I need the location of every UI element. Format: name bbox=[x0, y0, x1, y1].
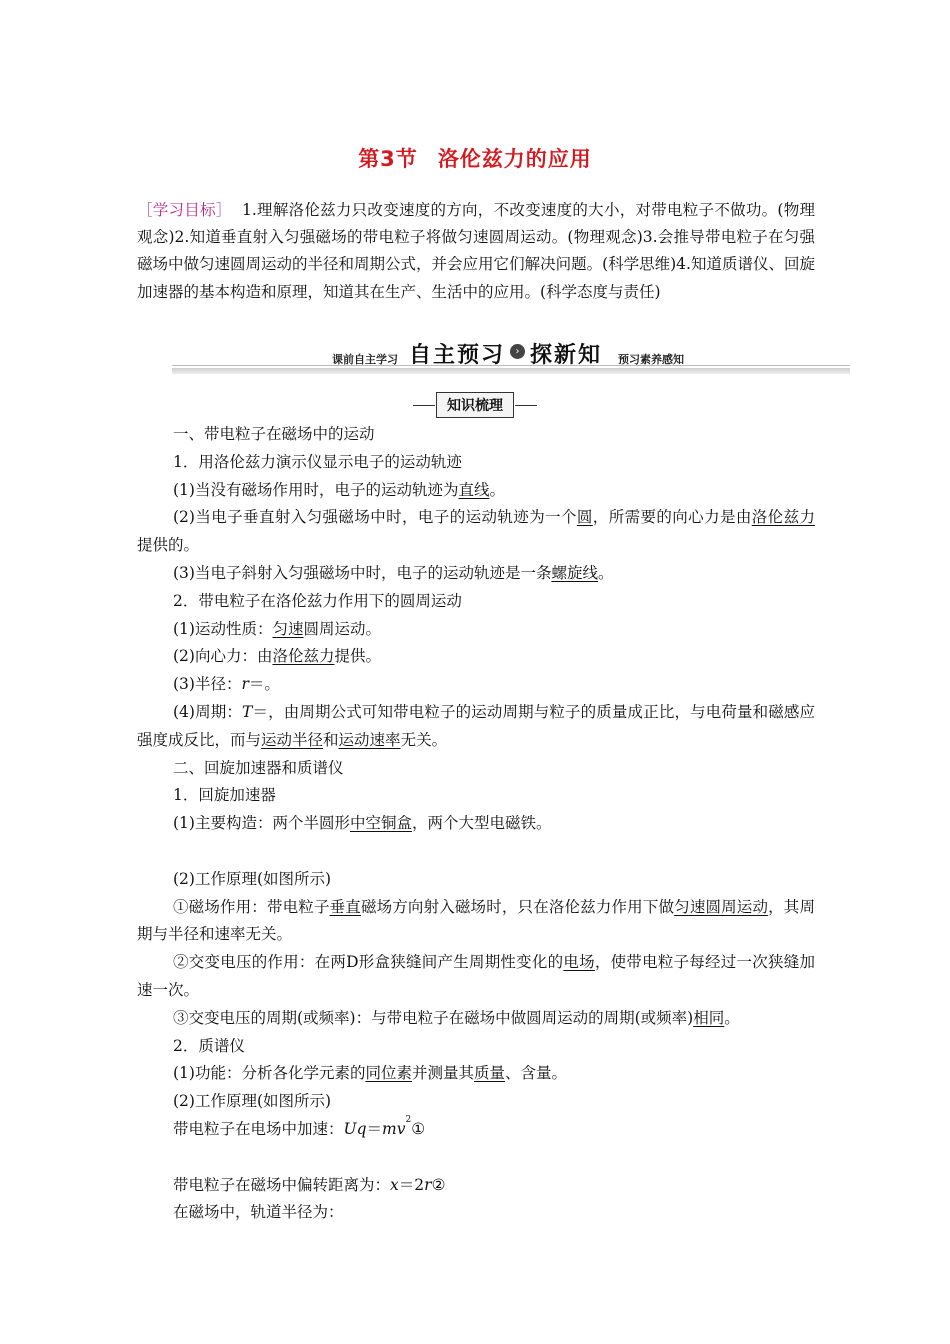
banner-left-label: 课前自主学习 bbox=[332, 353, 398, 366]
paragraph: (3)当电子斜射入匀强磁场中时，电子的运动轨迹是一条螺旋线。 bbox=[173, 563, 614, 582]
learning-objectives bbox=[137, 197, 815, 306]
paragraph: 一、带电粒子在磁场中的运动 bbox=[173, 425, 375, 443]
paragraph: 1．用洛伦兹力演示仪显示电子的运动轨迹 bbox=[173, 452, 462, 471]
answer-blank: 相同 bbox=[693, 1008, 725, 1027]
paragraph: 带电粒子在电场中加速：$Uq=mv^2①$ bbox=[173, 1114, 426, 1138]
paragraph: ②交变电压的作用：在两D形盒狭缝间产生周期性变化的电场，使带电粒子每经过一次狭缝加速一次。 bbox=[137, 953, 815, 999]
banner-title-2: 探新知 bbox=[530, 343, 603, 368]
answer-blank: 同位素 bbox=[365, 1064, 412, 1083]
paragraph: 2．质谱仪 bbox=[173, 1036, 245, 1055]
paragraph: ③交变电压的周期(或频率)：与带电粒子在磁场中做圆周运动的周期(或频率)相同。 bbox=[173, 1008, 740, 1027]
answer-blank: 质量 bbox=[474, 1064, 506, 1083]
section-number: 第3节 bbox=[358, 147, 418, 171]
paragraph: (1)当没有磁场作用时，电子的运动轨迹为直线。 bbox=[173, 480, 505, 499]
paragraph: 2．带电粒子在洛伦兹力作用下的圆周运动 bbox=[173, 591, 462, 610]
paragraph: (2)工作原理(如图所示) bbox=[173, 869, 332, 888]
paragraph: (1)运动性质：匀速圆周运动。 bbox=[173, 619, 381, 638]
knowledge-content bbox=[137, 421, 815, 1227]
divider-right bbox=[515, 405, 537, 406]
answer-blank: 洛伦兹力 bbox=[272, 647, 335, 666]
preview-banner bbox=[172, 340, 850, 380]
section-title: 洛伦兹力的应用 bbox=[437, 147, 592, 171]
paragraph: ①磁场作用：带电粒子垂直磁场方向射入磁场时，只在洛伦兹力作用下做匀速圆周运动，其周期与半径和速率无关。 bbox=[137, 897, 815, 944]
paragraph: 带电粒子在磁场中偏转距离为：x＝2r② bbox=[173, 1175, 446, 1194]
banner-right-label: 预习素养感知 bbox=[618, 353, 684, 366]
paragraph: (1)功能：分析各化学元素的同位素并测量其质量、含量。 bbox=[173, 1064, 568, 1083]
answer-blank: 洛伦兹力 bbox=[751, 508, 815, 527]
paragraph: (4)周期：T＝，由周期公式可知带电粒子的运动周期与粒子的质量成正比，与电荷量和磁感应强度成反比，而与运动半径和运动速率无关。 bbox=[137, 702, 815, 749]
banner-title-1: 自主预习 bbox=[409, 343, 506, 368]
answer-blank: 垂直 bbox=[329, 897, 361, 916]
answer-blank: 匀速 bbox=[272, 619, 304, 638]
paragraph: 在磁场中，轨道半径为： bbox=[173, 1203, 344, 1222]
section-label-box bbox=[436, 392, 514, 418]
section-label: 知识梳理 bbox=[447, 398, 503, 414]
answer-blank: 运动速率 bbox=[338, 730, 401, 749]
banner-bar bbox=[172, 368, 850, 374]
answer-blank: 电场 bbox=[563, 953, 595, 972]
answer-blank: 圆 bbox=[576, 508, 593, 527]
answer-blank: 直线 bbox=[458, 480, 490, 499]
section-heading bbox=[0, 392, 950, 418]
formula-placeholder bbox=[137, 1144, 815, 1172]
paragraph: (2)向心力：由洛伦兹力提供。 bbox=[173, 647, 381, 666]
paragraph: (2)工作原理(如图所示) bbox=[173, 1092, 332, 1111]
answer-blank: 中空铜盒 bbox=[349, 814, 412, 833]
paragraph: (1)主要构造：两个半圆形中空铜盒，两个大型电磁铁。 bbox=[173, 814, 552, 833]
paragraph: 1．回旋加速器 bbox=[173, 786, 276, 805]
answer-blank: 螺旋线 bbox=[551, 563, 598, 582]
paragraph: (2)当电子垂直射入匀强磁场中时，电子的运动轨迹为一个圆，所需要的向心力是由洛伦兹力提供的。 bbox=[137, 508, 815, 555]
banner-line bbox=[172, 365, 850, 366]
paragraph: 二、回旋加速器和质谱仪 bbox=[173, 758, 344, 777]
objectives-tag: ［学习目标］ bbox=[137, 201, 232, 219]
divider-left bbox=[413, 405, 435, 406]
answer-blank: 运动半径 bbox=[261, 730, 324, 749]
chevron-right-icon: › bbox=[510, 344, 525, 359]
figure-placeholder bbox=[137, 838, 815, 866]
objectives-text: 1.理解洛伦兹力只改变速度的方向，不改变速度的大小，对带电粒子不做功。(物理观念)2.知道垂直射入匀强磁场的带电粒子将做匀速圆周运动。(物理观念)3.会推导带电粒子在匀强磁场中做匀速圆周运动的半径和周期公式，并会应用它们解决问题。(科学思维)4.知道质谱仪、回旋加速器的基本构造和原理，知道其在生产、生活中的应用。(科学态度与责任) bbox=[137, 201, 815, 301]
paragraph: (3)半径：r＝。 bbox=[173, 675, 280, 694]
page-title bbox=[0, 143, 950, 173]
answer-blank: 匀速圆周运动 bbox=[674, 897, 769, 916]
